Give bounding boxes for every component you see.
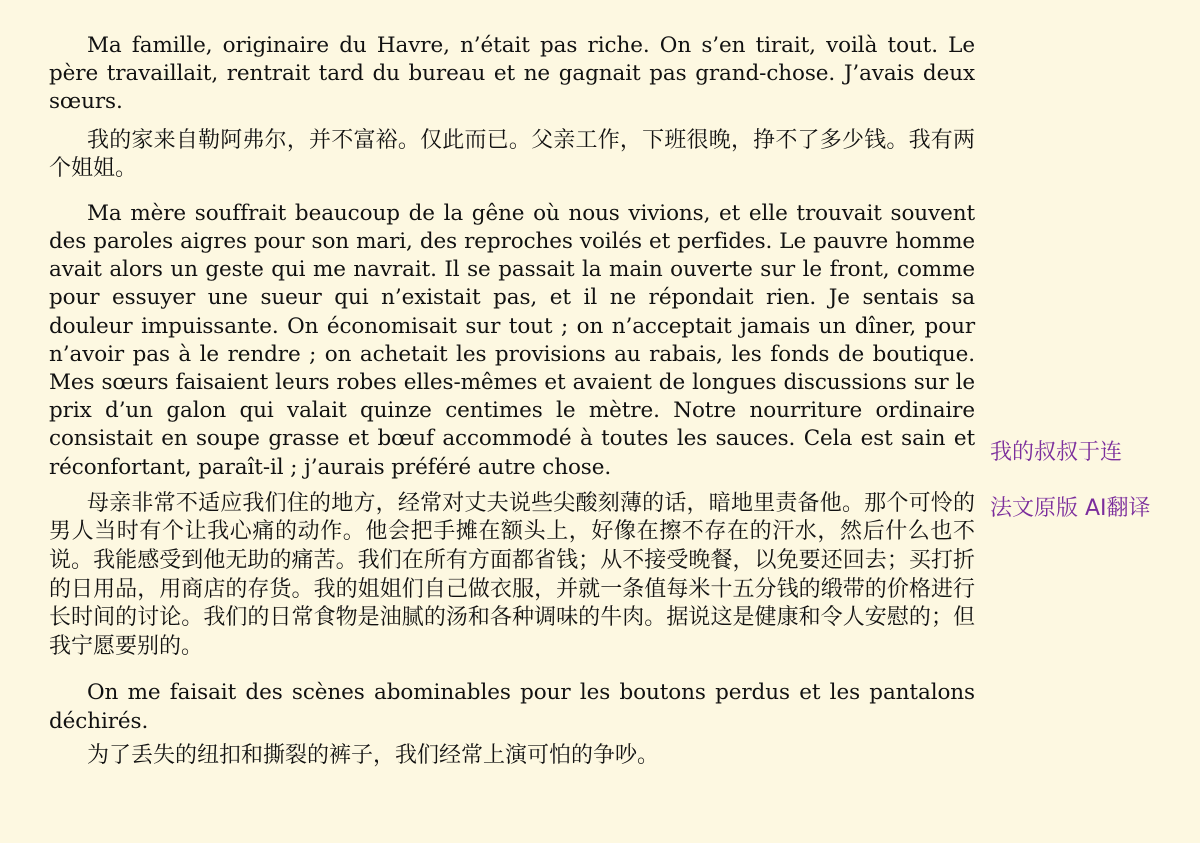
paragraph-french-3: On me faisait des scènes abominables pour les boutons perdus et les pantalons déchirés. xyxy=(49,680,975,734)
book-title-label: 我的叔叔于连 xyxy=(990,440,1123,465)
paragraph-chinese-3: 为了丢失的纽扣和撕裂的裤子，我们经常上演可怕的争吵。 xyxy=(87,742,660,768)
edition-subtitle-label: 法文原版 AI翻译 xyxy=(990,496,1151,521)
paragraph-chinese-1: 我的家来自勒阿弗尔，并不富裕。仅此而已。父亲工作，下班很晚，挣不了多少钱。我有两个姐姐。 xyxy=(49,127,975,182)
paragraph-chinese-2: 母亲非常不适应我们住的地方，经常对丈夫说些尖酸刻薄的话，暗地里责备他。那个可怜的男人当时有个让我心痛的动作。他会把手摊在额头上，好像在擦不存在的汗水，然后什么也不说。我能感受到他无助的痛苦。我们在所有方面都省钱；从不接受晚餐，以免要还回去；买打折的日用品，用商店的存货。我的姐姐们自己做衣服，并就一条值每米十五分钱的缎带的价格进行长时间的讨论。我们的日常食物是油腻的汤和各种调味的牛肉。据说这是健康和令人安慰的；但我宁愿要别的。 xyxy=(49,490,975,659)
paragraph-french-2: Ma mère souffrait beaucoup de la gêne où nous vivions, et elle trouvait souvent des paroles aigres pour son mari, des reproches voilés et perfides. Le pauvre homme avait alors un geste qui me navrait. Il se passait la main ouverte sur le front, comme pour essuyer une sueur qui n’existait pas, et il ne répondait rien. Je sentais sa douleur impuissante. On économisait sur tout ; on n’acceptait jamais un dîner, pour n’avoir pas à le rendre ; on achetait les provisions au rabais, les fonds de boutique. Mes sœurs faisaient leurs robes elles-mêmes et avaient de longues discussions sur le prix d’un galon qui valait quinze centimes le mètre. Notre nourriture ordinaire consistait en soupe grasse et bœuf accommodé à toutes les sauces. Cela est sain et réconfortant, paraît-il ; j’aurais préféré autre chose. xyxy=(49,200,975,480)
bilingual-text-column xyxy=(49,32,975,770)
paragraph-french-1: Ma famille, originaire du Havre, n’était pas riche. On s’en tirait, voilà tout. Le père travaillait, rentrait tard du bureau et ne gagnait pas grand-chose. J’avais deux sœurs. xyxy=(49,33,975,115)
